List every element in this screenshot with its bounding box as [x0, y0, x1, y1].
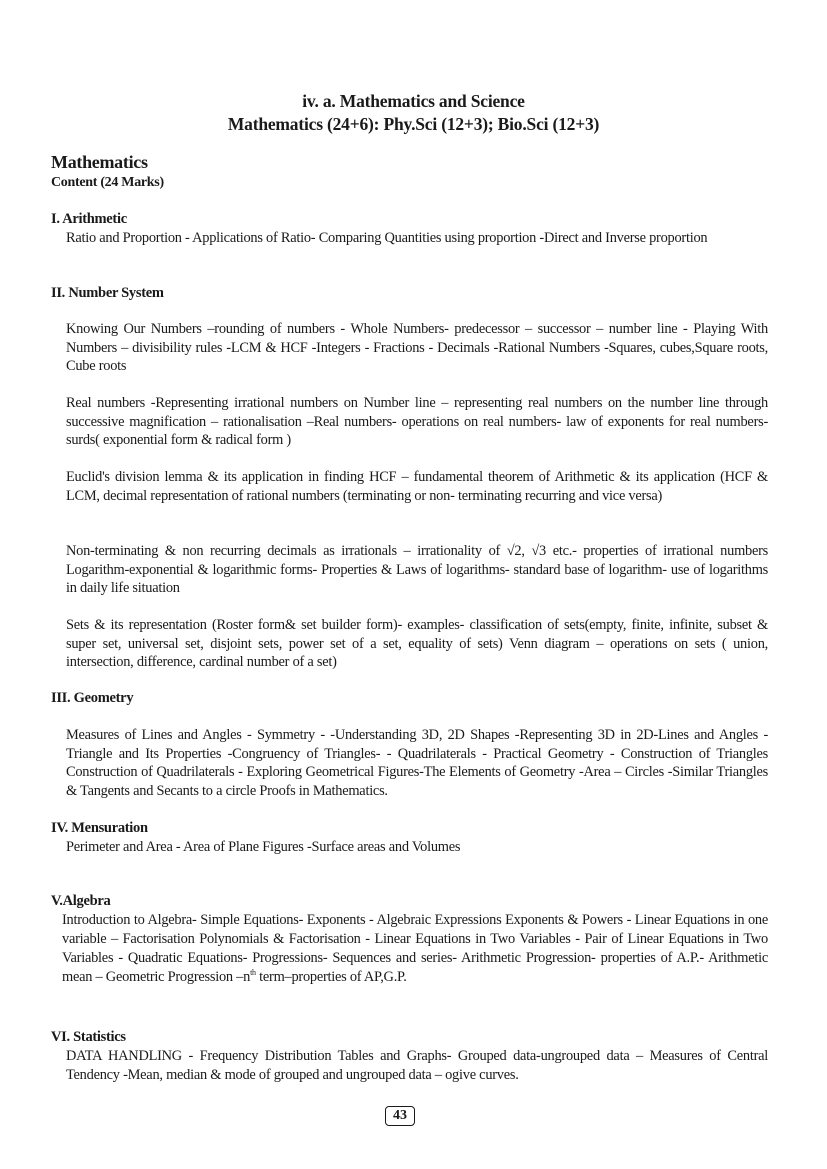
content-marks-label: Content (24 Marks)	[51, 175, 164, 190]
geometry-paragraph: Measures of Lines and Angles - Symmetry - -Understanding 3D, 2D Shapes -Representing 3D in 2D-Lines and Angles - Triangle and Its Properties -Congruency of Triangles- - Quadrilaterals - Practical Geometry - Construction of Triangles Construction of Quadrilaterals - Exploring Geometrical Figures-The Elements of Geometry -Area – Circles -Similar Triangles & Tangents and Secants to a circle Proofs in Mathematics.	[66, 727, 768, 799]
algebra-text-end: term–properties of AP,G.P.	[255, 969, 407, 985]
page-subtitle: Mathematics (24+6): Phy.Sci (12+3); Bio.Sci (12+3)	[227, 114, 600, 134]
section-heading-algebra: V.Algebra	[51, 893, 111, 909]
nth-superscript: th	[250, 968, 256, 977]
number-system-paragraph-3: Euclid's division lemma & its application in finding HCF – fundamental theorem of Arithmetic & its application (HCF & LCM, decimal representation of rational numbers (terminating or non- terminating recurring and vice versa)	[66, 469, 768, 504]
number-system-paragraph-4: Non-terminating & non recurring decimals as irrationals – irrationality of √2, √3 etc.- properties of irrational numbers Logarithm-exponential & logarithmic forms- Properties & Laws of logarithms- standard base of logarithm- use of logarithms in daily life situation	[66, 543, 768, 597]
statistics-paragraph: DATA HANDLING - Frequency Distribution Tables and Graphs- Grouped data-ungrouped data – Measures of Central Tendency -Mean, median & mode of grouped and ungrouped data – ogive curves.	[66, 1048, 768, 1083]
section-heading-mensuration: IV. Mensuration	[51, 820, 148, 836]
section-heading-statistics: VI. Statistics	[51, 1029, 126, 1045]
page-title: iv. a. Mathematics and Science	[302, 91, 525, 111]
algebra-paragraph	[62, 911, 768, 988]
arithmetic-paragraph: Ratio and Proportion - Applications of Ratio- Comparing Quantities using proportion -Direct and Inverse proportion	[66, 230, 708, 246]
mensuration-paragraph: Perimeter and Area - Area of Plane Figures -Surface areas and Volumes	[66, 839, 461, 855]
algebra-text: Introduction to Algebra- Simple Equations- Exponents - Algebraic Expressions Exponents & Powers - Linear Equations in one variable – Factorisation Polynomials & Factorisation - Linear Equations in Two Variables - Pair of Linear Equations in Two Variables - Quadratic Equations- Progressions- Sequences and series- Arithmetic Progression- properties of A.P.- Arithmetic mean – Geometric Progression –n	[62, 912, 768, 985]
subject-title: Mathematics	[51, 152, 148, 172]
number-system-paragraph-1: Knowing Our Numbers –rounding of numbers - Whole Numbers- predecessor – successor – number line - Playing With Numbers – divisibility rules -LCM & HCF -Integers - Fractions - Decimals -Rational Numbers -Squares, cubes,Square roots, Cube roots	[66, 321, 768, 375]
section-heading-geometry: III. Geometry	[51, 690, 134, 706]
page-number: 43	[385, 1106, 415, 1126]
number-system-paragraph-5: Sets & its representation (Roster form& set builder form)- examples- classification of sets(empty, finite, infinite, subset & super set, universal set, disjoint sets, power set of a set, equality of sets) Venn diagram – operations on sets ( union, intersection, difference, cardinal number of a set)	[66, 617, 768, 671]
section-heading-number-system: II. Number System	[51, 285, 164, 301]
number-system-paragraph-2: Real numbers -Representing irrational numbers on Number line – representing real numbers on the number line through successive magnification – rationalisation –Real numbers- operations on real numbers- law of exponents for real numbers- surds( exponential form & radical form )	[66, 395, 768, 449]
section-heading-arithmetic: I. Arithmetic	[51, 211, 127, 227]
